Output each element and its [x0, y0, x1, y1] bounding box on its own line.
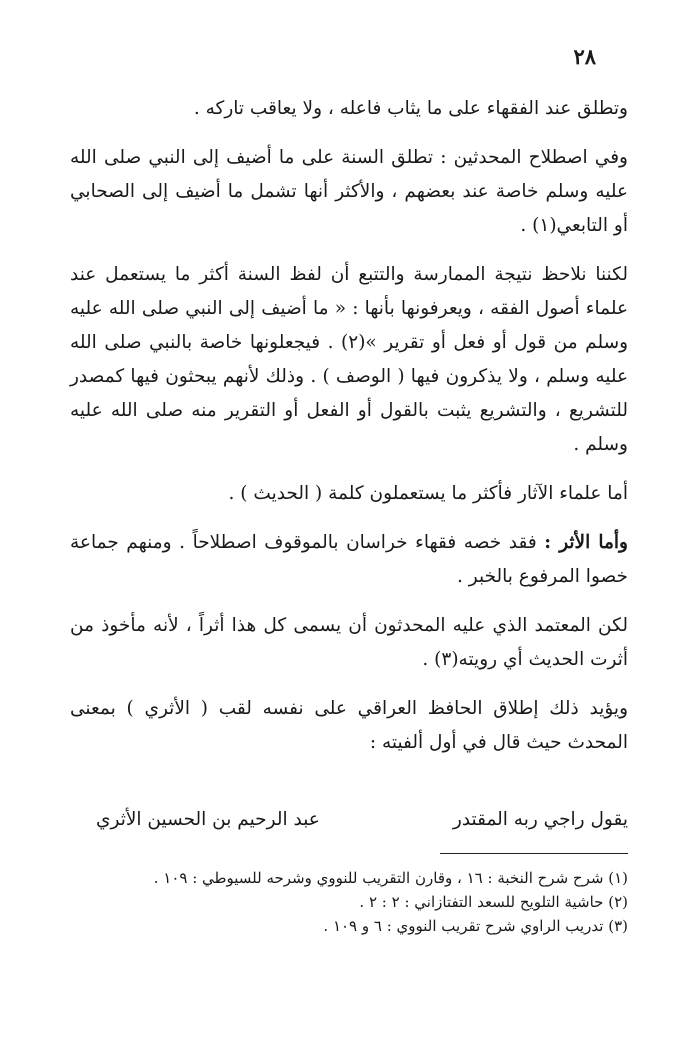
athar-paragraph-text: فقد خصه فقهاء خراسان بالموقوف اصطلاحاً . ومنهم جماعة خصوا المرفوع بالخبر .: [70, 532, 628, 587]
paragraph-fiqh-definition: وتطلق عند الفقهاء على ما يثاب فاعله ، ولا يعاقب تاركه .: [193, 98, 628, 119]
verse-first-hemistich: يقول راجي ربه المقتدر: [452, 809, 628, 830]
footnote-3: (٣) تدريب الراوي شرح تقريب النووي : ٦ و ١٠٩ .: [323, 917, 628, 935]
paragraph-iraqi-title: ويؤيد ذلك إطلاق الحافظ العراقي على نفسه لقب ( الأثري ) بمعنى المحدث حيث قال في أول ألفيته :: [70, 698, 628, 753]
paragraph-athar-term: [70, 526, 628, 594]
paragraph-athar-scholars: أما علماء الآثار فأكثر ما يستعملون كلمة ( الحديث ) .: [228, 483, 628, 504]
footnotes: [74, 866, 628, 938]
footnote-2: (٢) حاشية التلويح للسعد التفتازاني : ٢ : ٢ .: [359, 893, 628, 911]
body-text: [70, 92, 628, 775]
paragraph-muhaddithin-definition: وفي اصطلاح المحدثين : تطلق السنة على ما أضيف إلى النبي صلى الله عليه وسلم خاصة عند بعضهم ، والأكثر أنها تشمل ما أضيف إلى الصحابي أو التابعي(١) .: [70, 147, 628, 236]
athar-lead-term: وأما الأثر :: [544, 532, 628, 553]
paragraph-muhaddithin-athar: لكن المعتمد الذي عليه المحدثون أن يسمى كل هذا أثراً ، لأنه مأخوذ من أثرت الحديث أي رويته(٣) .: [70, 615, 628, 670]
footnote-divider: [440, 853, 628, 854]
verse-second-hemistich: عبد الرحيم بن الحسين الأثري: [96, 809, 320, 830]
poem-verse: [96, 803, 628, 837]
footnote-1: (١) شرح شرح النخبة : ١٦ ، وقارن التقريب للنووي وشرحه للسيوطي : ١٠٩ .: [153, 869, 628, 887]
page-number: ٢٨: [573, 44, 596, 69]
paragraph-usul-definition: لكننا نلاحظ نتيجة الممارسة والتتبع أن لفظ السنة أكثر ما يستعمل عند علماء أصول الفقه ، ويعرفونها بأنها : « ما أضيف إلى النبي صلى الله عليه وسلم من قول أو فعل أو تقرير »(٢) . فيجعلونها خاصة بالنبي صلى الله عليه وسلم ، ولا يذكرون فيها ( الوصف ) . وذلك لأنهم يبحثون فيها كمصدر للتشريع ، والتشريع يثبت بالقول أو الفعل أو التقرير منه صلى الله عليه وسلم .: [70, 264, 629, 455]
